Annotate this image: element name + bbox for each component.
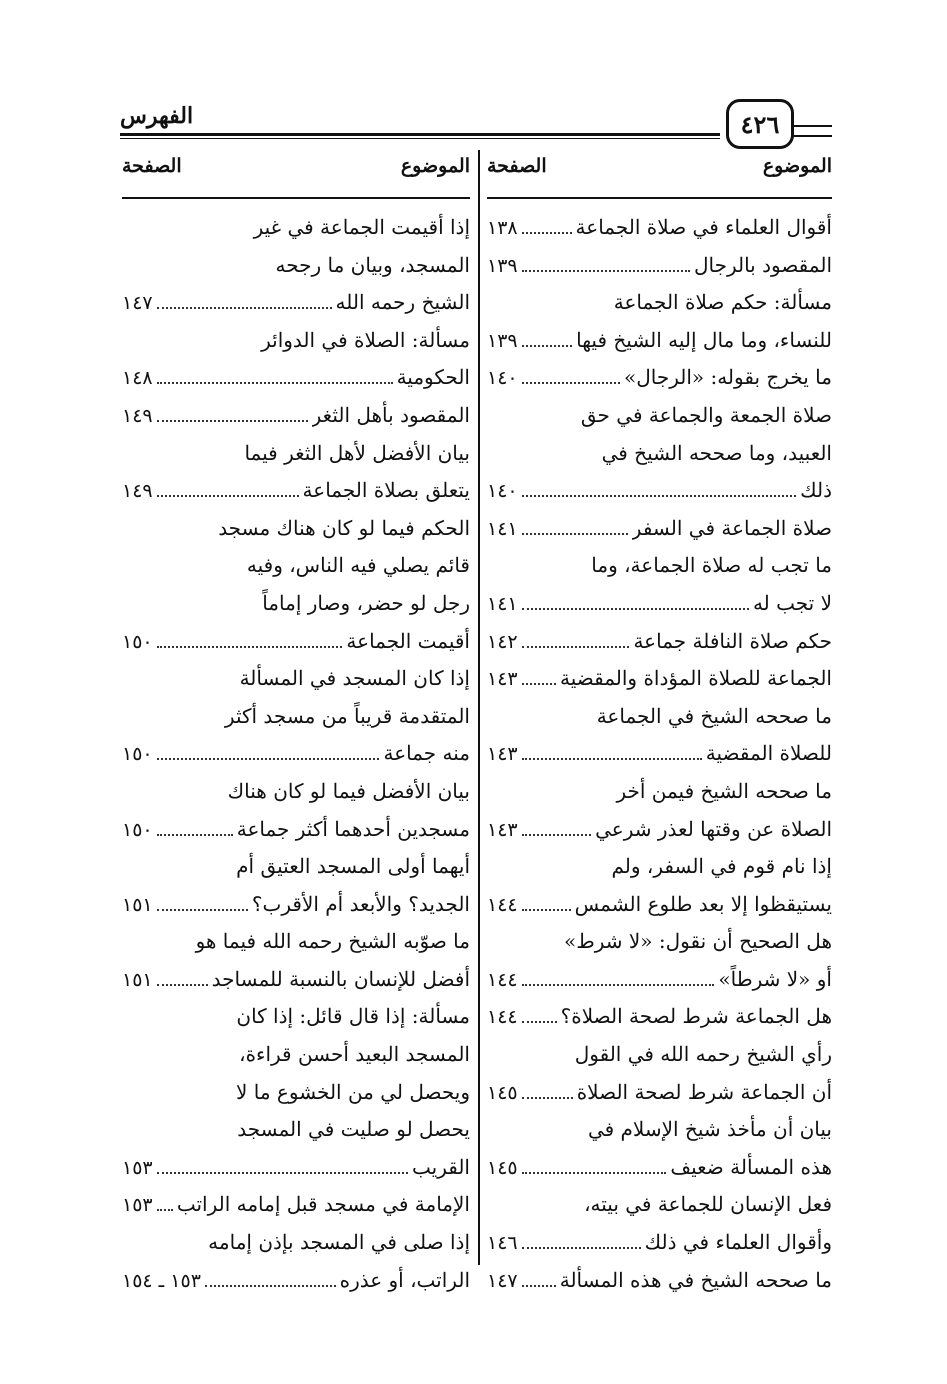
dot-leader	[522, 1097, 573, 1099]
entry-title: أفضل للإنسان بالنسبة للمساجد	[211, 966, 470, 991]
index-entry	[122, 209, 470, 247]
entry-title: يحصل لو صليت في المسجد	[237, 1117, 470, 1142]
dot-leader	[522, 984, 715, 986]
column-header-rule	[487, 197, 832, 199]
entry-page-number: ١٤٣	[487, 743, 518, 766]
index-entry	[487, 472, 832, 510]
column-header	[122, 155, 470, 189]
index-entry	[122, 510, 470, 548]
entry-title: أقوال العلماء في صلاة الجماعة	[575, 215, 832, 239]
index-entry	[122, 359, 470, 397]
entry-title: الشيخ رحمه الله	[335, 290, 470, 315]
entry-page-number: ١٤٣	[487, 668, 518, 691]
dot-leader	[157, 1209, 173, 1211]
index-entry	[122, 397, 470, 435]
entry-page-number: ١٤٧	[487, 1269, 518, 1292]
entry-title: الحكم فيما لو كان هناك مسجد	[218, 515, 470, 540]
entry-title: الإمامة في مسجد قبل إمامه الراتب	[176, 1192, 470, 1217]
index-entry	[487, 1074, 832, 1112]
entry-title: مسألة: الصلاة في الدوائر	[261, 327, 470, 352]
entry-title: الراتب، أو عذره	[339, 1267, 470, 1292]
entry-page-number: ١٥٣	[122, 1156, 153, 1179]
dot-leader	[157, 758, 380, 760]
dot-leader	[522, 1247, 641, 1249]
index-entry	[487, 998, 832, 1036]
page-heading: الصفحة	[487, 155, 547, 177]
entry-page-number: ١٥٠	[122, 630, 153, 653]
index-entries	[487, 209, 832, 1299]
entry-title: بيان الأفضل فيما لو كان هناك	[227, 778, 470, 803]
entry-title: أيهما أولى المسجد العتيق أم	[236, 854, 470, 879]
entry-page-number: ١٥١	[122, 968, 153, 991]
entry-title: إذا نام قوم في السفر، ولم	[611, 854, 832, 879]
index-entry	[487, 1111, 832, 1149]
entry-page-number: ١٣٨	[487, 217, 518, 239]
dot-leader	[157, 382, 393, 384]
entry-title: القريب	[411, 1154, 470, 1179]
entry-title: للصلاة المقضية	[705, 741, 832, 766]
index-entry	[487, 1036, 832, 1074]
page-number: ٤٢٦	[726, 99, 794, 149]
entry-title: رجل لو حضر، وصار إماماً	[262, 590, 470, 615]
header-rule	[120, 133, 720, 139]
header-rule-short	[792, 125, 832, 137]
index-entry	[487, 247, 832, 285]
index-column-left	[122, 155, 470, 1292]
index-entry	[487, 322, 832, 360]
entry-title: مسألة: إذا قال قائل: إذا كان	[236, 1004, 470, 1029]
entry-title: ما صححه الشيخ في هذه المسألة	[559, 1267, 832, 1292]
entry-title: ما يخرج بقوله: «الرجال»	[623, 365, 832, 390]
entry-page-number: ١٤٥	[487, 1156, 518, 1179]
index-entry	[487, 735, 832, 773]
entry-title: أن الجماعة شرط لصحة الصلاة	[576, 1079, 832, 1104]
dot-leader	[157, 307, 332, 309]
dot-leader	[522, 646, 630, 648]
index-entry	[122, 886, 470, 924]
dot-leader	[522, 533, 628, 535]
dot-leader	[522, 683, 556, 685]
dot-leader	[157, 984, 208, 986]
entry-title: مسجدين أحدهما أكثر جماعة	[236, 816, 470, 841]
index-entry	[122, 623, 470, 661]
dot-leader	[522, 758, 702, 760]
entry-page-number: ١٤٠	[487, 367, 518, 390]
entry-title: الجديد؟ والأبعد أم الأقرب؟	[251, 891, 470, 916]
index-entry	[487, 923, 832, 961]
entry-page-number: ١٥٣	[122, 1194, 153, 1217]
entry-page-number: ١٣٩	[487, 329, 518, 352]
entry-page-number: ١٤١	[487, 517, 518, 540]
entry-title: المسجد، وبيان ما رجحه	[275, 252, 470, 277]
entry-page-number: ١٤٧	[122, 292, 153, 315]
index-entry	[122, 322, 470, 360]
entry-page-number: ١٥٠	[122, 818, 153, 841]
entry-title: إذا صلى في المسجد بإذن إمامه	[208, 1230, 470, 1255]
dot-leader	[522, 345, 572, 347]
entry-page-number: ١٤٦	[487, 1232, 518, 1255]
entry-title: فعل الإنسان للجماعة في بيته،	[584, 1192, 832, 1217]
entry-page-number: ١٥١	[122, 893, 153, 916]
index-entry	[487, 284, 832, 322]
entry-title: هل الجماعة شرط لصحة الصلاة؟	[560, 1004, 832, 1029]
dot-leader	[522, 1285, 556, 1287]
index-entry	[122, 923, 470, 961]
column-header-rule	[122, 197, 470, 199]
index-entry	[487, 811, 832, 849]
dot-leader	[205, 1285, 336, 1287]
running-title: الفهرس	[120, 103, 194, 129]
entry-page-number: ١٣٩	[487, 254, 518, 277]
dot-leader	[522, 909, 571, 911]
entry-title: وأقوال العلماء في ذلك	[644, 1230, 832, 1255]
subject-heading: الموضوع	[400, 155, 470, 177]
entry-title: رأي الشيخ رحمه الله في القول	[574, 1042, 832, 1067]
dot-leader	[157, 420, 308, 422]
dot-leader	[522, 1021, 557, 1023]
entry-title: لا تجب له	[752, 590, 832, 615]
entry-page-number: ١٤٨	[122, 367, 153, 390]
index-entry	[487, 547, 832, 585]
entry-title: ما صححه الشيخ فيمن أخر	[616, 778, 832, 803]
entry-title: للنساء، وما مال إليه الشيخ فيها	[576, 327, 832, 352]
index-entry	[487, 660, 832, 698]
column-header	[487, 155, 832, 189]
index-entry	[122, 811, 470, 849]
entry-title: هل الصحيح أن نقول: «لا شرط»	[563, 929, 832, 954]
entry-title: صلاة الجماعة في السفر	[631, 515, 832, 540]
entry-title: المقصود بالرجال	[693, 252, 832, 277]
entry-title: المسجد البعيد أحسن قراءة،	[239, 1042, 470, 1067]
dot-leader	[157, 909, 248, 911]
entry-page-number: ١٤٤	[487, 968, 518, 991]
index-entry	[122, 1036, 470, 1074]
dot-leader	[157, 1172, 408, 1174]
dot-leader	[522, 495, 797, 497]
index-entry	[487, 1262, 832, 1300]
entry-title: بيان أن مأخذ شيخ الإسلام في	[587, 1117, 832, 1142]
index-entry	[487, 1186, 832, 1224]
entry-title: ويحصل لي من الخشوع ما لا	[236, 1079, 470, 1104]
index-entry	[122, 698, 470, 736]
index-entry	[487, 359, 832, 397]
entry-title: إذا كان المسجد في المسألة	[239, 666, 470, 691]
index-entry	[487, 1149, 832, 1187]
index-entry	[122, 1074, 470, 1112]
dot-leader	[522, 382, 620, 384]
entry-title: الجماعة للصلاة المؤداة والمقضية	[560, 666, 832, 691]
entry-page-number: ١٤٩	[122, 480, 153, 503]
entry-page-number: ١٤٠	[487, 480, 518, 503]
dot-leader	[522, 608, 749, 610]
entry-page-number: ١٤٢	[487, 630, 518, 653]
dot-leader	[157, 834, 233, 836]
index-entry	[487, 435, 832, 473]
index-entry	[122, 1262, 470, 1300]
dot-leader	[522, 1172, 667, 1174]
index-entry	[122, 1186, 470, 1224]
index-entry	[122, 998, 470, 1036]
dot-leader	[157, 646, 343, 648]
index-entry	[487, 886, 832, 924]
index-column-right	[487, 155, 832, 1292]
index-entry	[122, 735, 470, 773]
dot-leader	[522, 834, 592, 836]
page-heading: الصفحة	[122, 155, 182, 177]
entry-title: هذه المسألة ضعيف	[670, 1154, 832, 1179]
entry-title: صلاة الجمعة والجماعة في حق	[580, 402, 832, 427]
column-divider	[478, 150, 480, 1265]
dot-leader	[522, 232, 572, 234]
index-entry	[122, 585, 470, 623]
entry-page-number: ١٥٣ ـ ١٥٤	[122, 1269, 201, 1292]
index-entry	[122, 284, 470, 322]
entry-title: أقيمت الجماعة	[346, 628, 470, 653]
index-entries	[122, 209, 470, 1299]
entry-title: ما تجب له صلاة الجماعة، وما	[591, 553, 832, 578]
entry-page-number: ١٤١	[487, 592, 518, 615]
entry-title: ما صوّبه الشيخ رحمه الله فيما هو	[195, 929, 470, 954]
index-entry	[487, 773, 832, 811]
index-entry	[122, 773, 470, 811]
index-entry	[487, 1224, 832, 1262]
index-entry	[487, 623, 832, 661]
entry-title: الصلاة عن وقتها لعذر شرعي	[595, 816, 832, 841]
entry-title: قائم يصلي فيه الناس، وفيه	[246, 553, 470, 578]
index-entry	[122, 472, 470, 510]
index-entry	[122, 848, 470, 886]
index-entry	[122, 435, 470, 473]
entry-title: يستيقظوا إلا بعد طلوع الشمس	[574, 891, 832, 916]
entry-title: ذلك	[800, 478, 832, 503]
entry-title: المقصود بأهل الثغر	[311, 402, 470, 427]
entry-title: أو «لا شرطاً»	[718, 966, 832, 991]
index-entry	[487, 698, 832, 736]
entry-title: الحكومية	[396, 365, 470, 390]
index-entry	[122, 1224, 470, 1262]
entry-title: إذا أقيمت الجماعة في غير	[253, 215, 470, 239]
index-entry	[122, 961, 470, 999]
index-entry	[122, 1111, 470, 1149]
index-entry	[122, 1149, 470, 1187]
entry-title: حكم صلاة النافلة جماعة	[633, 628, 832, 653]
index-entry	[122, 547, 470, 585]
index-entry	[487, 961, 832, 999]
entry-title: بيان الأفضل لأهل الثغر فيما	[244, 440, 470, 465]
entry-title: منه جماعة	[383, 741, 470, 766]
entry-page-number: ١٤٥	[487, 1081, 518, 1104]
entry-title: مسألة: حكم صلاة الجماعة	[613, 290, 832, 315]
index-entry	[122, 660, 470, 698]
dot-leader	[522, 270, 690, 272]
entry-page-number: ١٤٣	[487, 818, 518, 841]
entry-page-number: ١٤٤	[487, 893, 518, 916]
entry-title: يتعلق بصلاة الجماعة	[302, 478, 470, 503]
entry-page-number: ١٥٠	[122, 743, 153, 766]
entry-title: ما صححه الشيخ في الجماعة	[596, 703, 832, 728]
index-entry	[487, 510, 832, 548]
subject-heading: الموضوع	[762, 155, 832, 177]
dot-leader	[157, 495, 299, 497]
index-entry	[487, 209, 832, 247]
index-entry	[487, 397, 832, 435]
entry-page-number: ١٤٩	[122, 404, 153, 427]
entry-title: العبيد، وما صححه الشيخ في	[601, 440, 832, 465]
page-header	[120, 95, 832, 155]
index-entry	[487, 848, 832, 886]
entry-title: المتقدمة قريباً من مسجد أكثر	[224, 703, 470, 728]
index-entry	[122, 247, 470, 285]
index-entry	[487, 585, 832, 623]
entry-page-number: ١٤٤	[487, 1006, 518, 1029]
